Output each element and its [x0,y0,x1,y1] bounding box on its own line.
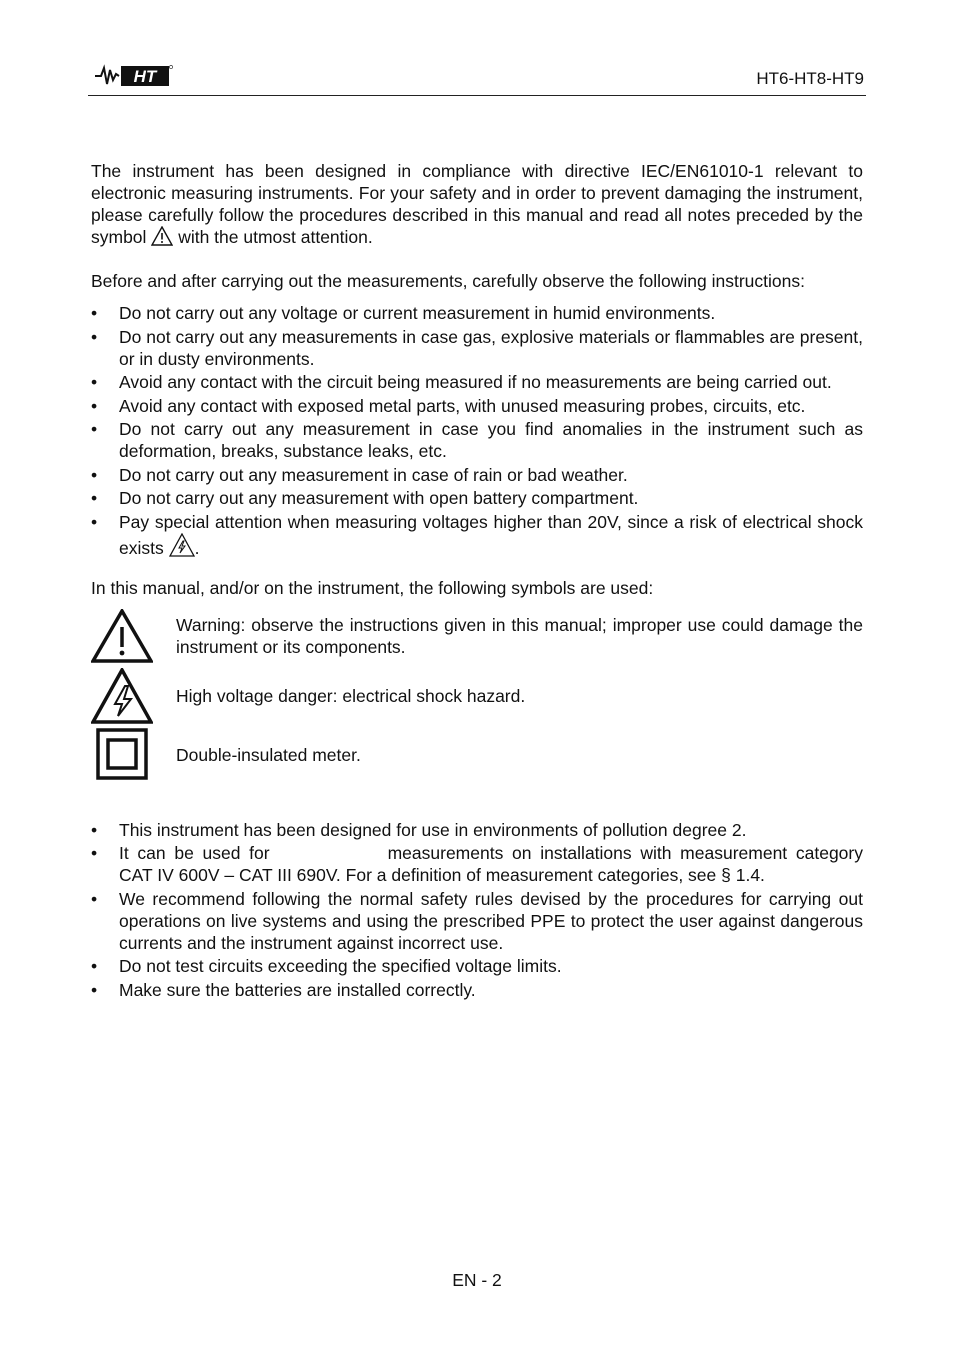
symbol-description: High voltage danger: electrical shock hazard. [176,685,526,706]
symbol-row-warning [91,607,863,665]
list-item: • Do not carry out any measurements in case gas, explosive materials or flammables are present, or in dusty environments. [91,326,863,369]
list-item: • Do not carry out any measurement in case you find anomalies in the instrument such as deformation, breaks, substance leaks, etc. [91,419,863,461]
double-insulation-icon [91,728,153,782]
page-content [91,160,863,1002]
precautions-list [91,302,863,559]
symbols-intro: In this manual, and/or on the instrument, the following symbols are used: [91,577,654,598]
list-item: • Avoid any contact with the circuit being measured if no measurements are being carried out. [91,372,832,392]
ht-logo-icon [93,64,173,88]
logo-text: HT [133,67,157,86]
intro-text-end: with the utmost attention. [178,227,373,247]
list-item: • Do not carry out any voltage or current measurement in humid environments. [91,303,716,323]
intro-paragraph [91,160,863,248]
before-after-paragraph: Before and after carrying out the measurements, carefully observe the following instructions: [91,271,805,291]
list-item: • Make sure the batteries are installed correctly. [91,979,476,1000]
notes-list [91,819,863,1001]
model-name: HT6-HT8-HT9 [756,69,864,88]
list-item: • Pay special attention when measuring voltages higher than 20V, since a risk of electrical shock exists . [91,511,863,558]
shock-hazard-icon [169,533,195,557]
symbol-description: Double-insulated meter. [176,744,361,765]
page-number: EN - 2 [452,1270,502,1290]
list-item: • Do not carry out any measurement with open battery compartment. [91,488,639,508]
warning-triangle-icon [151,226,173,246]
list-item: • It can be used for measurements on installations with measurement category CAT IV 600V – CAT III 690V. For a definition of measurement categories, see § 1.4. [91,843,863,885]
warning-triangle-icon [91,609,153,663]
list-item: • This instrument has been designed for use in environments of pollution degree 2. [91,819,747,840]
symbol-description: Warning: observe the instructions given in this manual; improper use could damage the instrument or its components. [176,614,863,657]
list-item: • Do not carry out any measurement in case of rain or bad weather. [91,464,628,485]
symbol-row-double-insulation [91,727,863,783]
intro-text: The instrument has been designed in compliance with directive IEC/EN61010-1 relevant to electronic measuring instruments. For your safety and in order to prevent damaging the instrument, please carefully follow the procedures described in this manual and read all notes preceded by the symbol [91,161,863,247]
page-header [88,62,866,96]
list-item: • Do not test circuits exceeding the specified voltage limits. [91,956,562,976]
list-item: • Avoid any contact with exposed metal parts, with unused measuring probes, circuits, etc. [91,395,806,416]
high-voltage-icon [91,668,153,724]
symbol-row-high-voltage [91,665,863,727]
list-item: • We recommend following the normal safety rules devised by the procedures for carrying out operations on live systems and using the prescribed PPE to protect the user against dangerous currents and the instrument against incorrect use. [91,888,863,953]
